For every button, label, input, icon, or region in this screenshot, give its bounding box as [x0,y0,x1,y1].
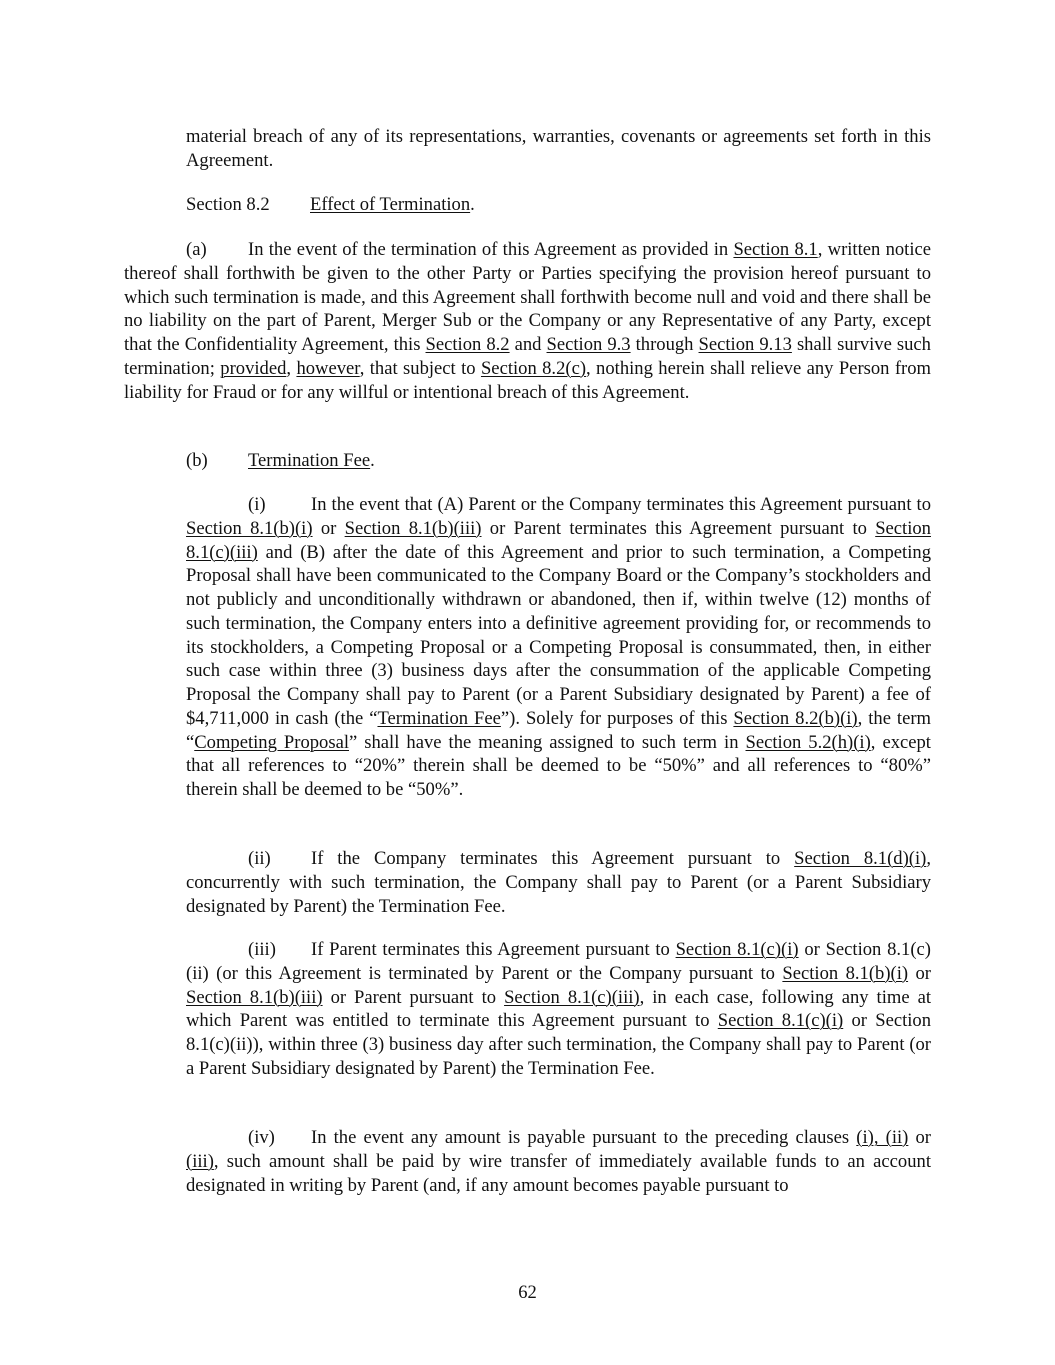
paragraph-b-iii [186,938,931,1081]
cross-reference: Section 8.1(c)(iii) [186,517,931,563]
cross-reference: Section 8.1(b)(iii) [186,986,323,1008]
page-number: 62 [518,1282,537,1303]
paragraph-continuation [186,125,931,173]
text-run: or Section 8.1(c)(ii) (or this Agreement is terminated by Parent or the Company pursuant to [186,939,931,984]
text-run: , nothing herein shall relieve any Person from liability for Fraud or for any willful or intentional breach of this Agreement. [124,357,931,403]
cross-reference: provided [220,357,287,379]
paragraph-b-heading [186,449,931,473]
text-run: or Parent terminates this Agreement pursuant to [481,517,876,539]
text-run: . [470,194,475,215]
text-run: or [908,962,931,984]
cross-reference: Section 8.1(b)(i) [186,517,313,539]
text-run: . [370,450,375,471]
cross-reference: Section 8.2(b)(i) [733,707,858,729]
text-run: In the event any amount is payable pursuant to the preceding clauses [311,1127,857,1148]
section-heading-8-2 [186,193,931,217]
cross-reference: Termination Fee [248,450,371,471]
paragraph-b-iv [186,1126,931,1197]
text-run: If the Company terminates this Agreement pursuant to [311,848,795,869]
text-run: , written notice thereof shall forthwith be given to the other Party or Parties specifying the provision hereof pursuant to which such termination is made, and this Agreement shall forthwith become null and void and there shall be no liability on the part of Parent, Merger Sub or the Company or any Representative of any Party, except that the Confidentiality Agreement, this [124,239,931,355]
text-run: and [509,334,547,355]
text-run: , except that all references to “20%” therein shall be deemed to be “50%” and all references to “80%” therein shall be deemed to be “50%”. [186,731,931,800]
cross-reference: Section 8.1(b)(iii) [344,517,482,539]
paragraph-label: (ii) [248,848,271,869]
paragraph-label: (iii) [248,939,276,960]
text-run: shall survive such termination; [124,334,931,379]
paragraph-label: (iv) [248,1127,275,1148]
cross-reference: Effect of Termination [310,194,471,215]
cross-reference: Section 9.13 [698,334,792,355]
cross-reference: Section 8.1(c)(iii) [504,986,640,1008]
cross-reference: Section 8.1 [733,239,818,260]
cross-reference: Section 8.1(b)(i) [782,962,909,984]
text-run: In the event of the termination of this Agreement as provided in [248,239,734,260]
text-run: through [630,334,699,355]
cross-reference: Section 8.1(c)(i) [717,1010,844,1032]
cross-reference: Termination Fee [377,707,501,729]
cross-reference: Section 8.1(d)(i) [794,848,927,869]
text-run: , the term “ [186,707,931,753]
cross-reference: Section 5.2(h)(i) [745,731,871,753]
cross-reference: (i), (ii) [856,1127,909,1148]
paragraph-label: (i) [248,494,266,515]
text-run: or Parent pursuant to [322,986,505,1008]
text-run: or Section 8.1(c)(ii)), within three (3) business day after such termination, the Company shall pay to Parent (or a Parent Subsidiary designated by Parent) the Termination Fee. [186,1010,932,1079]
paragraph-a [124,238,931,404]
cross-reference: Section 8.1(c)(i) [675,939,799,960]
cross-reference: (iii) [186,1150,214,1172]
text-run: ” shall have the meaning assigned to such term in [349,731,746,753]
text-run: or [908,1127,931,1148]
text-run: In the event that (A) Parent or the Company terminates this Agreement pursuant to [311,494,931,515]
text-run: ”). Solely for purposes of this [500,707,734,729]
text-run: , [286,357,297,379]
paragraph-b-ii [186,847,931,918]
paragraph-b-i [186,493,931,802]
paragraph-label: (a) [186,239,207,260]
cross-reference: Competing Proposal [194,731,349,753]
text-run: , concurrently with such termination, the Company shall pay to Parent (or a Parent Subsidiary designated by Parent) the Termination Fee. [186,848,931,917]
text-run: , that subject to [359,357,481,379]
cross-reference: Section 8.2(c) [480,357,587,379]
cross-reference: Section 9.3 [546,334,631,355]
paragraph-label: (b) [186,450,208,471]
paragraph-label: Section 8.2 [186,194,270,215]
cross-reference: however [296,357,360,379]
text-run: , such amount shall be paid by wire transfer of immediately available funds to an account designated in writing by Parent (and, if any amount becomes payable pursuant to [186,1150,931,1196]
text-run: material breach of any of its representations, warranties, covenants or agreements set forth in this Agreement. [186,126,931,171]
text-run: or [312,517,345,539]
cross-reference: Section 8.2 [425,334,510,355]
text-run: , in each case, following any time at which Parent was entitled to terminate this Agreement pursuant to [186,986,931,1032]
text-run: If Parent terminates this Agreement pursuant to [311,939,676,960]
text-run: and (B) after the date of this Agreement and prior to such termination, a Competing Proposal shall have been communicated to the Company Board or the Company’s stockholders and not publicly and unconditionally withdrawn or abandoned, then if, within twelve (12) months of such termination, the Company enters into a definitive agreement providing for, or recommends to its stockholders, a Competing Proposal or a Competing Proposal is consummated, then, in either such case within three (3) business days after the consummation of the applicable Competing Proposal the Company shall pay to Parent (or a Parent Subsidiary designated by Parent) a fee of $4,711,000 in cash (the “ [186,541,931,729]
